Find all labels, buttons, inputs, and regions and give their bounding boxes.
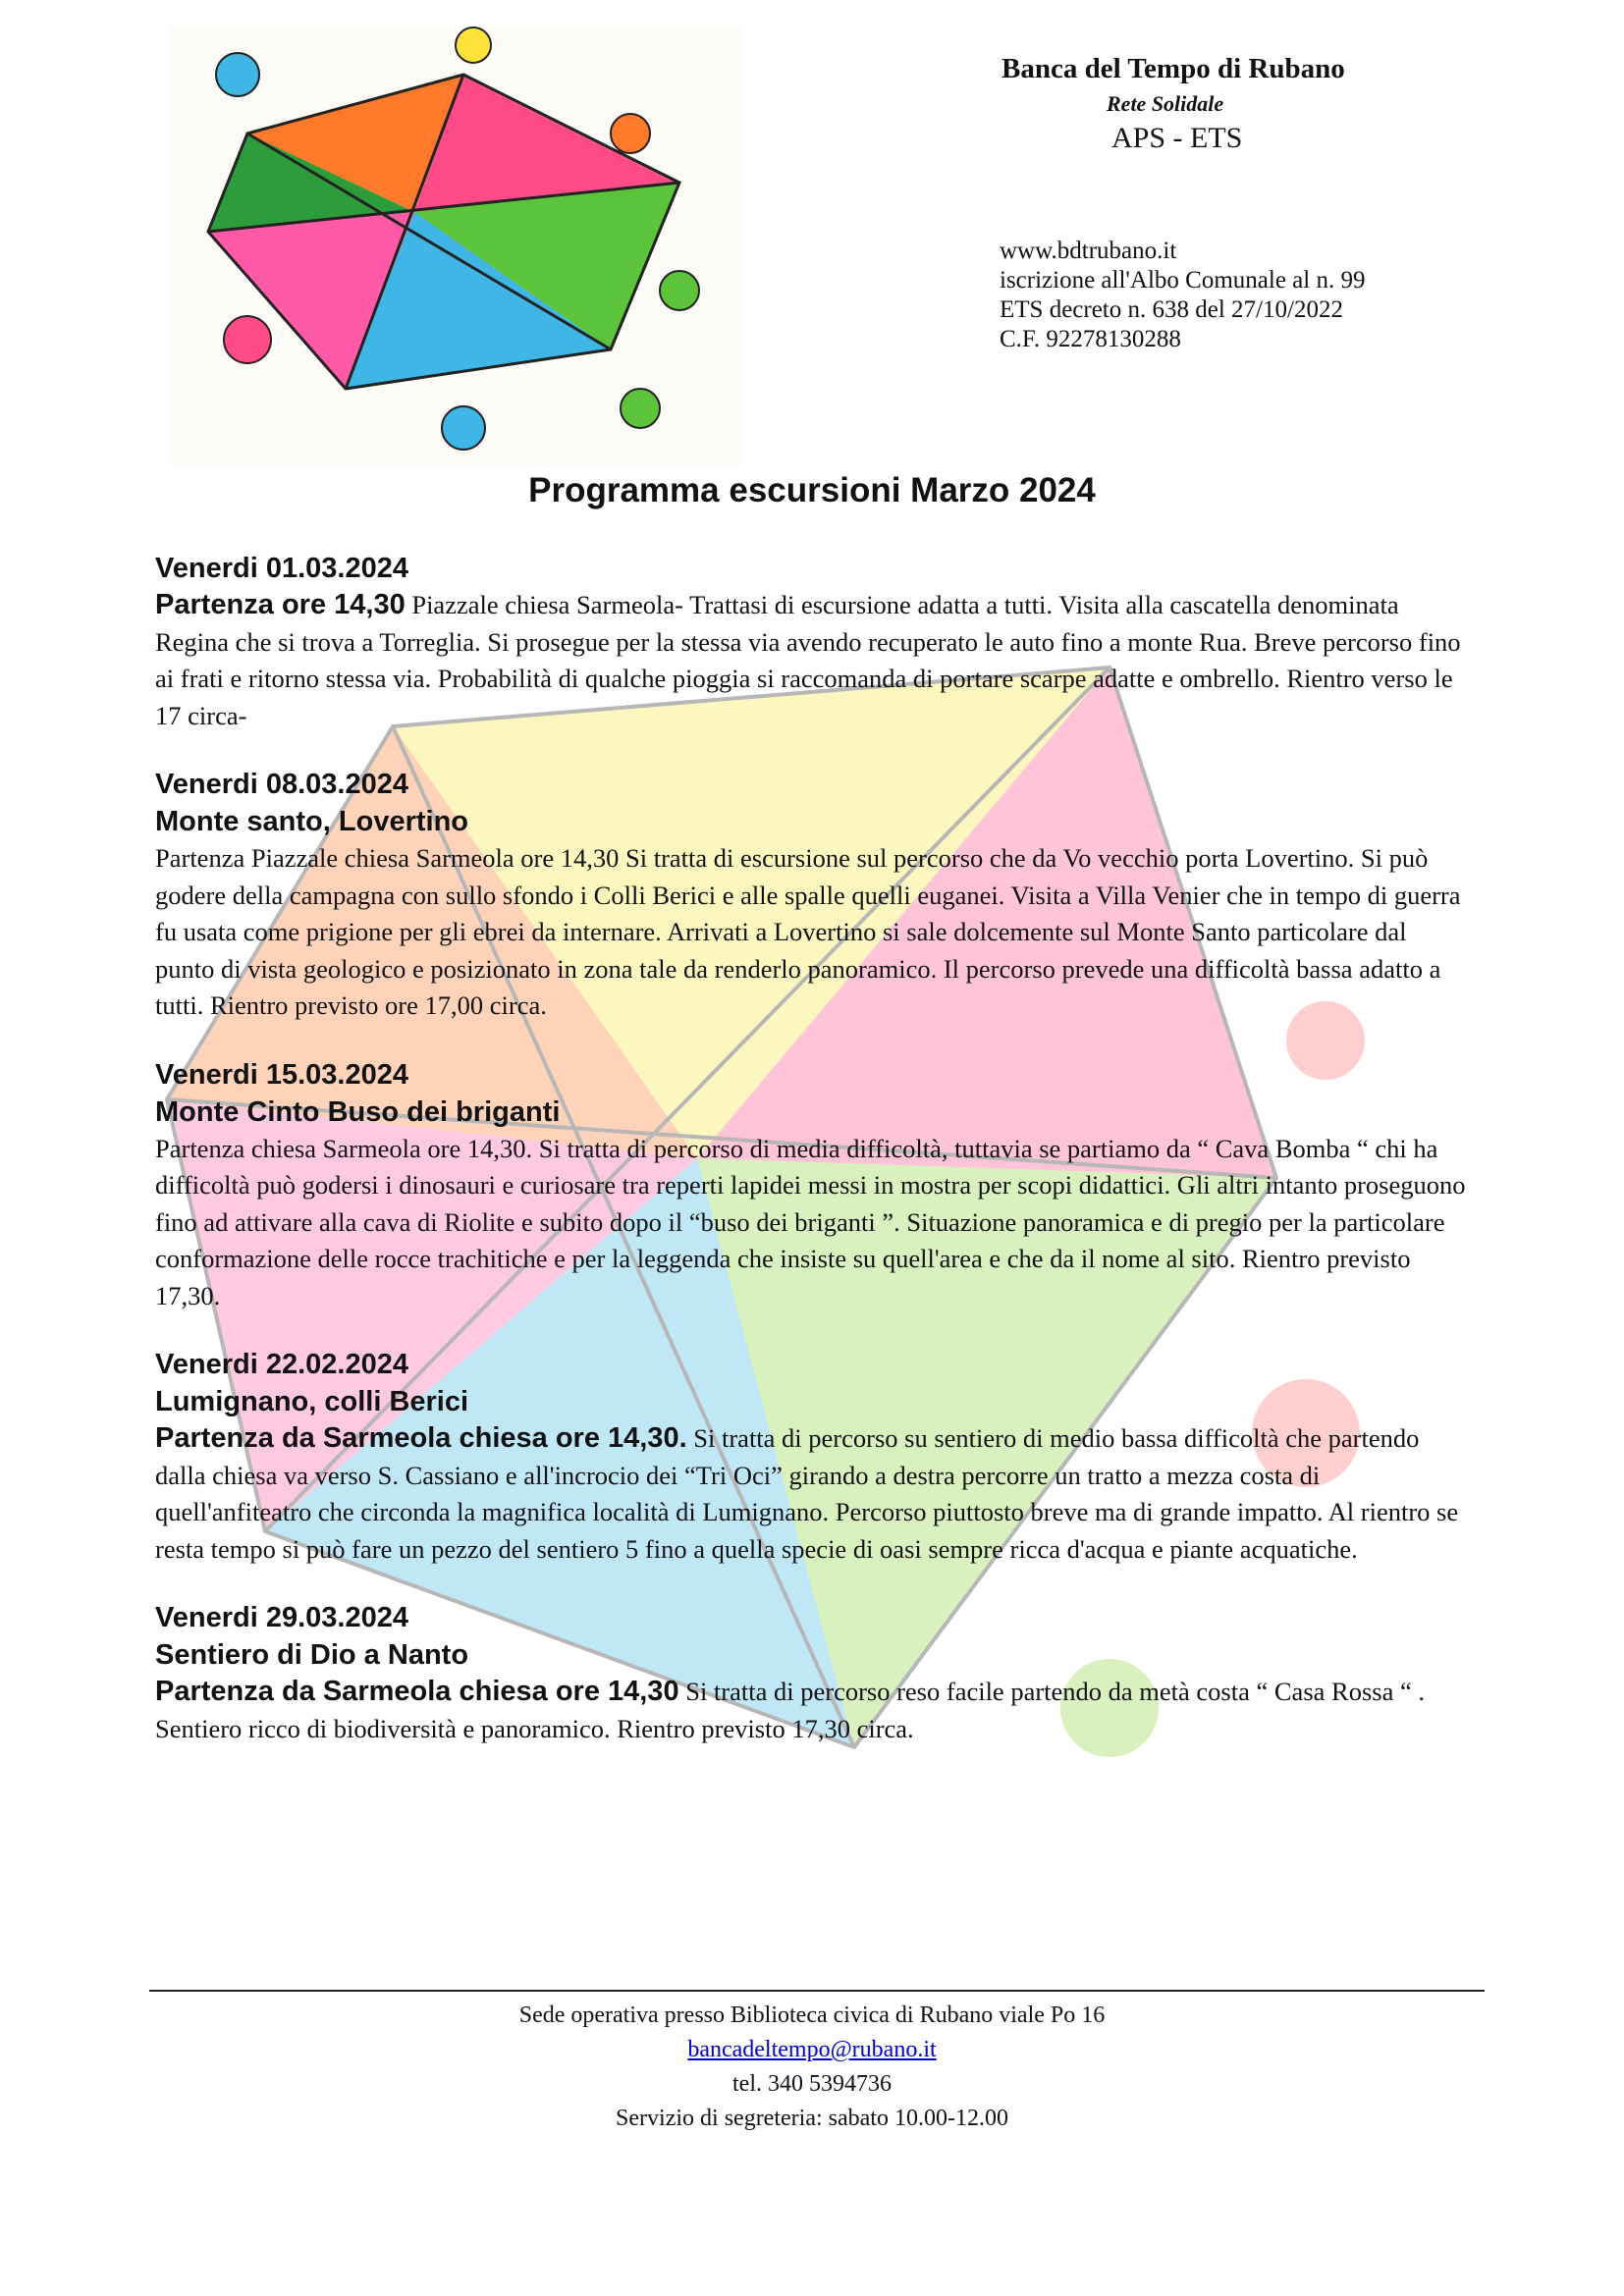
event-departure: Partenza da Sarmeola chiesa ore 14,30. [155,1422,687,1454]
event-departure: Partenza ore 14,30 [155,589,406,620]
footer [0,1999,1624,2136]
organization-type: APS - ETS [1111,122,1243,154]
event-text: Si tratta di percorso su sentiero di medio bassa difficoltà che partendo dalla chiesa va verso S. Cassiano e all'incrocio dei “Tri Oci” girando a destra percorre un tratto a mezza costa di quell'anfiteatro che circonda la magnifica località di Lumignano. Percorso piuttosto breve ma di grande impatto. Al rientro se resta tempo si può fare un pezzo del sentiero 5 fino a quella specie di oasi sempre ricca d'acqua e piante acquatiche. [155,1423,1459,1564]
event-title: Lumignano, colli Berici [155,1386,469,1417]
event-description [155,1674,1471,1747]
event-date: Venerdi 22.02.2024 [155,1349,408,1380]
event-title: Monte Cinto Buso dei briganti [155,1095,561,1128]
event-item [155,766,1471,1025]
event-item [155,1346,1471,1568]
footer-divider [149,1990,1485,1992]
event-date: Venerdi 08.03.2024 [155,769,408,800]
footer-email-link[interactable]: bancadeltempo@rubano.it [687,2037,937,2062]
event-item [155,1056,1471,1315]
event-description [155,587,1471,734]
organization-header [1001,51,1414,155]
event-description [155,1131,1471,1315]
event-departure: Partenza da Sarmeola chiesa ore 14,30 [155,1676,679,1707]
event-text: Piazzale chiesa Sarmeola- Trattasi di escursione adatta a tutti. Visita alla cascatella denominata Regina che si trova a Torreglia. Si prosegue per la stessa via avendo recuperato le auto fino a monte Rua. Breve percorso fino ai frati e ritorno stessa via. Probabilità di qualche pioggia si raccomanda di portare scarpe adatte e ombrello. Rientro verso le 17 circa- [155,590,1461,730]
event-item [155,1599,1471,1747]
ets-decree: ETS decreto n. 638 del 27/10/2022 [1000,296,1343,323]
event-text: Partenza Piazzale chiesa Sarmeola ore 14,30 Si tratta di escursione sul percorso che da Vo vecchio porta Lovertino. Si può godere della campagna con sullo sfondo i Colli Berici e alle spalle quelli euganei. Visita a Villa Venier che in tempo di guerra fu usata come prigione per gli ebrei da internare. Arrivati a Lovertino si sale dolcemente sul Monte Santo particolare dal punto di vista geologico e posizionato in zona tale da renderlo panoramico. Il percorso prevede una difficoltà bassa adatto a tutti. Rientro previsto ore 17,00 circa. [155,843,1461,1020]
event-item [155,550,1471,734]
kite-children-logo [169,26,742,467]
organization-name: Banca del Tempo di Rubano [1001,53,1345,84]
event-text: Si tratta di percorso reso facile partendo da metà costa “ Casa Rossa “ . Sentiero ricco di biodiversità e panoramico. Rientro previsto 17,30 circa. [155,1677,1425,1743]
event-date: Venerdi 15.03.2024 [155,1058,408,1091]
event-description [155,840,1471,1025]
event-description [155,1420,1471,1568]
page-title: Programma escursioni Marzo 2024 [528,471,1096,509]
registry-number: iscrizione all'Albo Comunale al n. 99 [1000,267,1366,294]
footer-address: Sede operativa presso Biblioteca civica di Rubano viale Po 16 [518,2002,1106,2028]
organization-subtitle: Rete Solidale [1107,91,1224,116]
footer-hours: Servizio di segreteria: sabato 10.00-12.00 [616,2106,1008,2131]
fiscal-code: C.F. 92278130288 [1000,326,1181,352]
organization-details [1000,237,1365,354]
event-title: Monte santo, Lovertino [155,806,468,837]
footer-phone: tel. 340 5394736 [732,2071,892,2097]
event-text: Partenza chiesa Sarmeola ore 14,30. Si tratta di percorso di media difficoltà, tuttavia se partiamo da “ Cava Bomba “ chi ha difficoltà può godersi i dinosauri e curiosare tra reperti lapidei messi in mostra per scopi didattici. Gli altri intanto proseguono fino ad attivare alla cava di Riolite e subito dopo il “buso dei briganti ”. Situazione panoramica e di pregio per la particolare conformazione delle rocce trachitiche e per la leggenda che insiste su quell'area e che da il nome al sito. Rientro previsto 17,30. [155,1133,1466,1310]
event-title: Sentiero di Dio a Nanto [155,1639,469,1671]
events-list [155,550,1471,1779]
website-url[interactable]: www.bdtrubano.it [1000,238,1177,264]
event-date: Venerdi 29.03.2024 [155,1602,408,1633]
event-date: Venerdi 01.03.2024 [155,553,408,584]
